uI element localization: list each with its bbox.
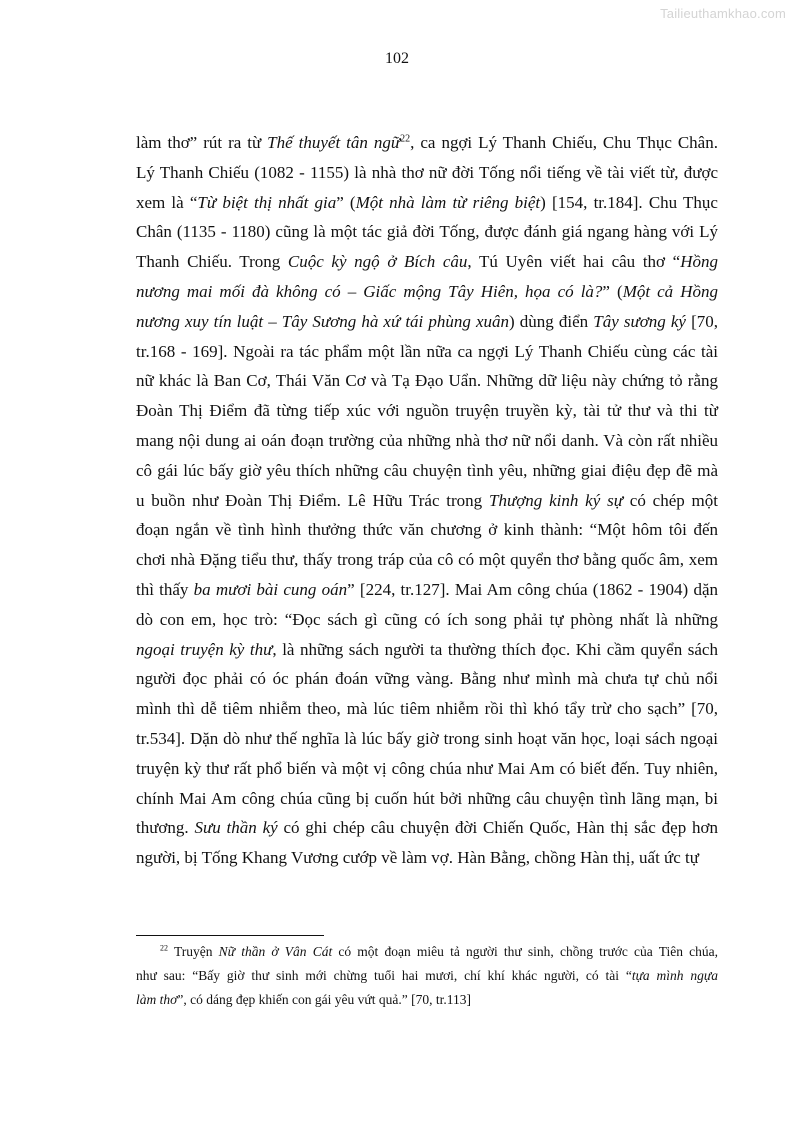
text-run: ”, có dáng đẹp khiến con gái yêu vứt quả.” [70, tr.113] [177,992,471,1007]
italic-text: Cuộc kỳ ngộ ở Bích câu [287,252,468,272]
footnote-line [136,966,718,986]
italic-text: nương mai mối đà không có – Giấc mộng Tây Hiên, họa có là? [136,282,603,301]
body-line [136,726,718,752]
italic-text: ba mươi bài cung oán [193,580,348,599]
body-line [136,368,718,394]
text-run: người, bị Tống Khang Vương cướp về làm vợ. Hàn Bằng, chồng Hàn thị, uất ức tự [136,848,699,868]
body-line [136,130,718,156]
watermark-text: Tailieuthamkhao.com [660,6,786,21]
body-line [136,577,718,603]
italic-text: Thế thuyết tân ngữ [267,133,401,152]
body-line [136,786,718,812]
body-line [136,756,718,782]
text-run: chơi nhà Đặng tiểu thư, thấy trong tráp của cô có một quyển thơ bằng quốc âm, xem [136,550,718,570]
text-run: người đọc phải có óc phán đoán vững vàng. Bằng như mình mà chưa tự chủ nổi [136,669,718,689]
text-run: Chân (1135 - 1180) cũng là một tác giả đời Tống, được đánh giá ngang hàng với Lý [136,222,718,242]
text-run: , là những sách người ta thường thích đọc. Khi cầm quyển sách [272,639,718,659]
text-run: có một đoạn miêu tả người thư sinh, chồng trước của Tiên chúa, [332,944,719,959]
body-line [136,845,718,871]
text-run: thương. [136,818,195,838]
body-line [136,339,718,365]
text-run: ” ( [336,192,356,212]
footnote-line [136,990,718,1010]
text-run: ” [224, tr.127]. Mai Am công chúa (1862 - 1904) dặn [347,580,718,599]
italic-text: Nữ thần ở Vân Cát [218,944,333,959]
text-run: nữ khác là Ban Cơ, Thái Văn Cơ và Tạ Đạo Uẩn. Những dữ liệu này chứng tỏ rằng [136,371,718,391]
text-run: có ghi chép câu chuyện đời Chiến Quốc, Hàn thị sắc đẹp hơn [277,818,718,838]
page-number: 102 [385,50,409,67]
italic-text: Tây sương ký [593,311,686,331]
footnote-marker: 22 [400,133,411,145]
body-line [136,219,718,245]
body-line [136,249,718,275]
text-run: như sau: “Bấy giờ thư sinh mới chừng tuổi hai mươi, chí khí khác người, có tài “ [136,968,632,983]
footnote-divider [136,935,324,936]
italic-text: Sưu thần ký [194,818,278,838]
footnote-marker: 22 [160,943,168,953]
body-line [136,815,718,841]
text-run: mình thì dễ tiêm nhiễm theo, mà lúc tiêm nhiễm rồi thì khó tẩy trừ cho sạch” [70, [136,699,718,719]
text-run: u buồn như Đoàn Thị Điểm. Lê Hữu Trác trong [136,490,489,510]
italic-text: Một nhà làm từ riêng biệt [355,192,541,212]
body-line [136,607,718,633]
body-line [136,666,718,692]
body-line [136,458,718,484]
text-run: có chép một [622,490,718,510]
text-run: ” ( [602,282,623,301]
text-run: ) dùng điển [509,311,594,331]
body-line [136,160,718,186]
italic-text: nương xuy tín luật – Tây Sương hà xứ tái phùng xuân [136,311,510,331]
text-run: tr.168 - 169]. Ngoài ra tác phẩm một lần nữa ca ngợi Lý Thanh Chiếu cùng các tài [136,341,718,361]
text-run: , ca ngợi Lý Thanh Chiếu, Chu Thục Chân. [410,133,718,152]
body-line [136,547,718,573]
text-run: , Tú Uyên viết hai câu thơ “ [467,252,681,272]
text-run: tr.534]. Dặn dò như thế nghĩa là lúc bấy giờ trong sinh hoạt văn học, loại sách ngoại [136,729,718,748]
body-line [136,190,718,216]
body-line [136,517,718,543]
text-run: [70, [685,311,718,331]
body-line [136,637,718,663]
text-run: Đoàn Thị Điểm đã từng tiếp xúc với nguồn truyện truyền kỳ, tài tử thư và thi từ [136,401,718,421]
italic-text: ngoại truyện kỳ thư [136,639,273,659]
text-run: cô gái lúc bấy giờ yêu thích những câu chuyện tình yêu, những giai điệu đẹp đẽ mà [136,460,718,480]
italic-text: Từ biệt thị nhất gia [197,192,337,212]
text-run: truyện kỳ thư rất phổ biến và một vị công chúa như Mai Am có biết đến. Tuy nhiên, [136,758,718,778]
text-run: Thanh Chiếu. Trong [136,252,288,272]
text-run: mang nội dung ai oán đoạn trường của những nhà thơ nữ nổi danh. Và còn rất nhiều [136,431,718,450]
italic-text: Hồng [680,252,719,272]
body-line [136,309,718,335]
text-run: dò con em, học trò: “Đọc sách gì cũng có ích song phải tự phòng nhất là những [136,609,718,629]
body-line [136,279,718,305]
text-run: chính Mai Am công chúa cũng bị cuốn hút bởi những câu chuyện tình lãng mạn, bi [136,788,718,808]
footnote-line [160,942,718,962]
text-run: xem là “ [136,192,198,212]
text-run: thì thấy [136,580,194,599]
text-run: đoạn ngắn về tình hình thưởng thức văn chương ở kinh thành: “Một hôm tôi đến [136,520,718,540]
italic-text: Thượng kinh ký sự [489,490,623,510]
body-line [136,696,718,722]
text-run: làm thơ” rút ra từ [136,133,268,152]
text-run: ) [154, tr.184]. Chu Thục [540,192,718,212]
body-line [136,398,718,424]
italic-text: Một cả Hồng [622,282,718,301]
italic-text: tựa mình ngựa [631,968,718,983]
text-run: Truyện [168,944,219,959]
text-run: Lý Thanh Chiếu (1082 - 1155) là nhà thơ nữ đời Tống nổi tiếng về tài viết từ, được [136,162,718,182]
body-line [136,488,718,514]
italic-text: làm thơ [136,992,178,1007]
body-line [136,428,718,454]
